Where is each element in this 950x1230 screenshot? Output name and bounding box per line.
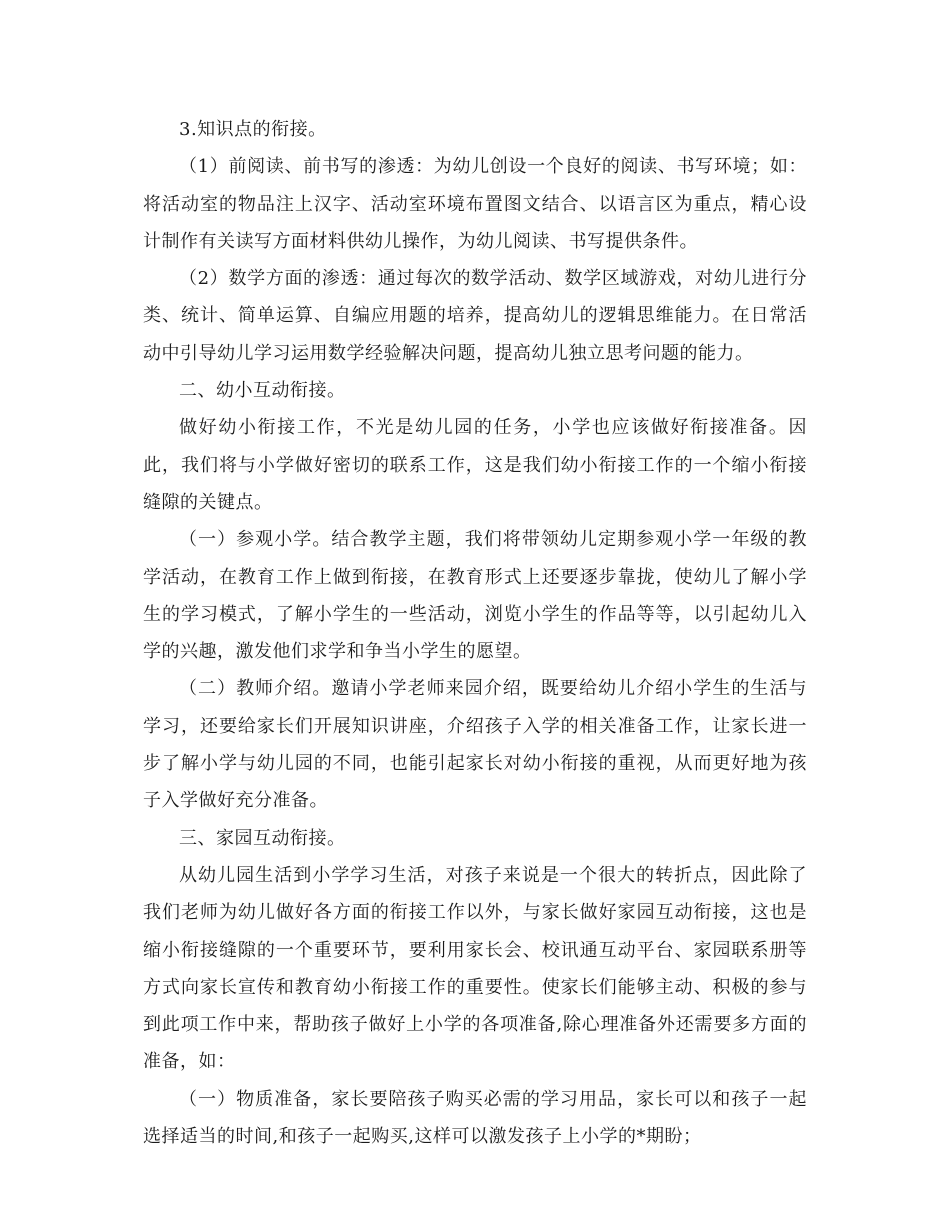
paragraph-teacher-introduction: （二）教师介绍。邀请小学老师来园介绍，既要给幼儿介绍小学生的生活与学习，还要给家长们开展知识讲座，介绍孩子入学的相关准备工作，让家长进一步了解小学与幼儿园的不同，也能引起家长对幼小衔接的重视，从而更好地为孩子入学做好充分准备。: [143, 678, 807, 812]
paragraph-pre-reading-writing: （1）前阅读、前书写的渗透：为幼儿创设一个良好的阅读、书写环境；如：将活动室的物品注上汉字、活动室环境布置图文结合、以语言区为重点，精心设计制作有关读写方面材料供幼儿操作，为幼儿阅读、书写提供条件。: [143, 156, 807, 252]
section-heading-school-interaction: 二、幼小互动衔接。: [179, 380, 346, 402]
paragraph-school-cooperation: 做好幼小衔接工作，不光是幼儿园的任务，小学也应该做好衔接准备。因此，我们将与小学做好密切的联系工作，这是我们幼小衔接工作的一个缩小衔接缝隙的关键点。: [143, 417, 807, 513]
section-heading-knowledge-connection: 3.知识点的衔接。: [179, 119, 327, 140]
paragraph-math-infiltration: （2）数学方面的渗透：通过每次的数学活动、数学区域游戏，对幼儿进行分类、统计、简单运算、自编应用题的培养，提高幼儿的逻辑思维能力。在日常活动中引导幼儿学习运用数学经验解决问题，提高幼儿独立思考问题的能力。: [143, 268, 807, 364]
paragraph-material-preparation: （一）物质准备，家长要陪孩子购买必需的学习用品，家长可以和孩子一起选择适当的时间,和孩子一起购买,这样可以激发孩子上小学的*期盼；: [143, 1088, 807, 1148]
paragraph-home-school-connection: 从幼儿园生活到小学学习生活，对孩子来说是一个很大的转折点，因此除了我们老师为幼儿做好各方面的衔接工作以外，与家长做好家园互动衔接，这也是缩小衔接缝隙的一个重要环节，要利用家长会、校讯通互动平台、家园联系册等方式向家长宣传和教育幼小衔接工作的重要性。使家长们能够主动、积极的参与到此项工作中来，帮助孩子做好上小学的各项准备,除心理准备外还需要多方面的准备，如：: [143, 864, 807, 1073]
document-page: [143, 111, 807, 1155]
paragraph-visit-school: （一）参观小学。结合教学主题，我们将带领幼儿定期参观小学一年级的教学活动，在教育工作上做到衔接，在教育形式上还要逐步靠拢，使幼儿了解小学生的学习模式，了解小学生的一些活动，浏览小学生的作品等等，以引起幼儿入学的兴趣，激发他们求学和争当小学生的愿望。: [143, 529, 807, 663]
section-heading-home-interaction: 三、家园互动衔接。: [179, 827, 346, 849]
